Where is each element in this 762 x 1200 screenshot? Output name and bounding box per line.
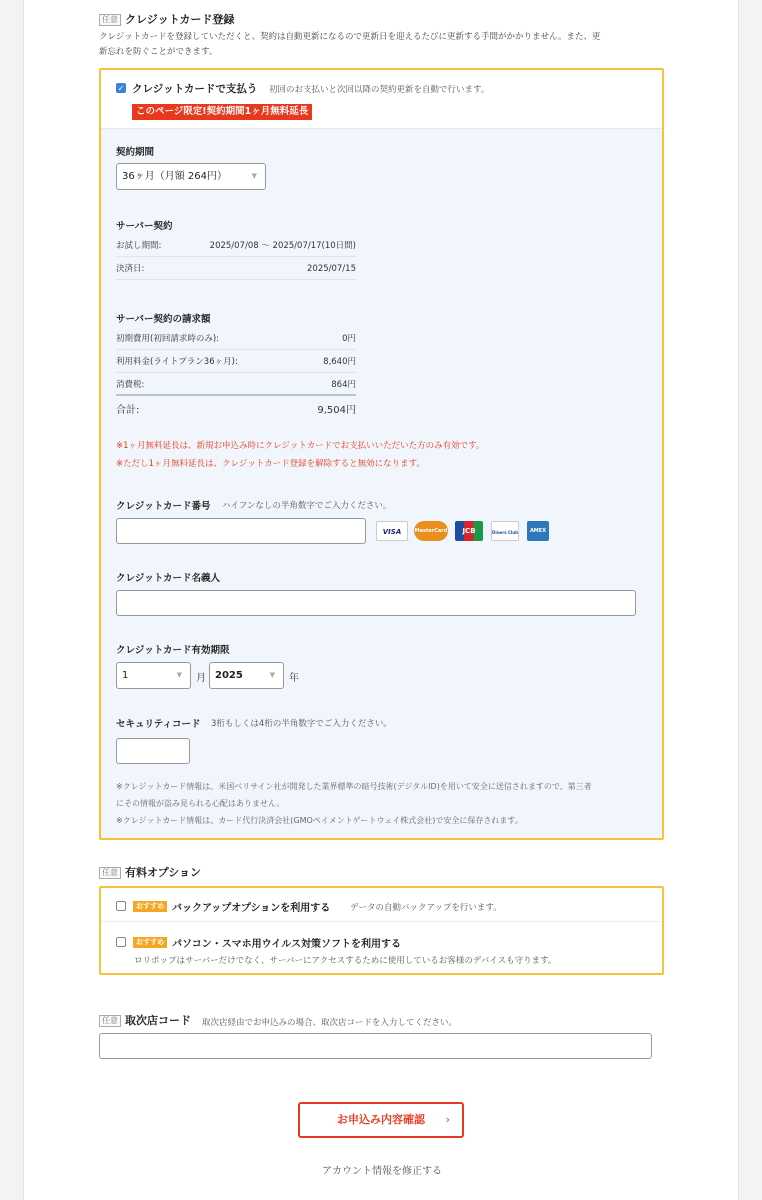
security-code-label: セキュリティコード (116, 719, 201, 730)
row-label: 消費税: (116, 380, 145, 390)
optional-tag: 任意 (99, 867, 121, 879)
agent-code-title: 取次店コード (125, 1014, 191, 1027)
recommend-badge: おすすめ (133, 937, 167, 948)
backup-label[interactable]: バックアップオプションを利用する (172, 903, 331, 914)
card-number-label: クレジットカード番号 (116, 501, 211, 512)
total-value: 9,504円 (317, 405, 356, 416)
mastercard-logo: MasterCard (414, 521, 448, 541)
warning-text: ※ただし1ヶ月無料延長は、クレジットカード登録を解除すると無効になります。 (116, 459, 425, 469)
page-container (23, 0, 739, 1200)
antivirus-note: ロリポップはサーバーだけでなく、サーバーにアクセスするために使用しているお客様のデバイスも守ります。 (134, 956, 557, 966)
row-value: 0円 (342, 334, 356, 344)
edit-account-link[interactable]: アカウント情報を修正する (322, 1166, 442, 1177)
amex-logo: AMEX (527, 521, 549, 541)
cc-description-line: 新忘れを防ぐことができます。 (99, 47, 218, 57)
antivirus-checkbox[interactable] (116, 937, 126, 947)
chevron-down-icon: ▼ (269, 671, 275, 679)
expiry-year-select[interactable] (209, 662, 284, 689)
contract-period-select[interactable] (116, 163, 266, 190)
antivirus-option-row[interactable] (101, 923, 662, 975)
security-info (116, 778, 656, 829)
agent-code-hint: 取次店経由でお申込みの場合、取次店コードを入力してください。 (202, 1018, 458, 1028)
row-value: 864円 (331, 380, 356, 390)
chevron-down-icon: ▼ (251, 172, 257, 180)
expiry-month-select[interactable] (116, 662, 191, 689)
cc-section-title: クレジットカード登録 (125, 13, 235, 26)
row-label: 決済日: (116, 264, 145, 274)
table-row (116, 328, 356, 350)
contract-period-label: 契約期間 (116, 147, 155, 158)
pay-by-card-label[interactable]: クレジットカードで支払う (132, 83, 258, 95)
visa-logo: VISA (376, 521, 408, 541)
expiry-year-value: 2025 (215, 670, 243, 681)
cc-box-body (101, 129, 662, 838)
billing-table (116, 328, 356, 428)
warning-text: ※1ヶ月無料延長は、新規お申込み時にクレジットカードでお支払いいただいた方のみ有効です。 (116, 441, 485, 451)
jcb-logo: JCB (455, 521, 483, 541)
antivirus-label[interactable]: パソコン・スマホ用ウイルス対策ソフトを利用する (172, 939, 401, 950)
billing-title: サーバー契約の請求額 (116, 314, 211, 325)
cc-description-line: クレジットカードを登録していただくと、契約は自動更新になるので更新日を迎えるたびに更新する手間がかかりません。また、更 (99, 32, 601, 42)
row-label: 初期費用(初回請求時のみ): (116, 334, 219, 344)
confirm-button[interactable] (298, 1102, 464, 1138)
card-holder-label: クレジットカード名義人 (116, 573, 220, 584)
row-label: お試し期間: (116, 241, 162, 251)
backup-option-row[interactable] (101, 888, 662, 922)
card-number-input[interactable] (116, 518, 366, 544)
card-holder-input[interactable] (116, 590, 636, 616)
pay-by-card-note: 初回のお支払いと次回以降の契約更新を自動で行います。 (269, 85, 490, 95)
security-info-line: ※クレジットカード情報は、カード代行決済会社(GMOペイメントゲートウェイ株式会社)で安全に保存されます。 (116, 816, 523, 825)
optional-tag: 任意 (99, 1015, 121, 1027)
confirm-button-label: お申込み内容確認 (337, 1113, 425, 1126)
agent-code-input[interactable] (99, 1033, 652, 1059)
row-value: 2025/07/08 〜 2025/07/17(10日間) (209, 241, 356, 251)
promo-badge: このページ限定!契約期間1ヶ月無料延長 (132, 104, 312, 120)
table-row (116, 351, 356, 373)
backup-checkbox[interactable] (116, 901, 126, 911)
optional-tag: 任意 (99, 14, 121, 26)
cc-description (99, 30, 699, 60)
table-row (116, 374, 356, 396)
contract-period-value: 36ヶ月（月額 264円） (122, 171, 227, 182)
recommend-badge: おすすめ (133, 901, 167, 912)
options-box (99, 886, 664, 975)
cc-box-header (101, 70, 662, 129)
backup-note: データの自動バックアップを行います。 (350, 903, 502, 913)
security-info-line: にその情報が盗み見られる心配はありません。 (116, 799, 285, 808)
card-number-hint: ハイフンなしの半角数字でご入力ください。 (222, 501, 392, 511)
server-contract-table (116, 235, 356, 285)
total-label: 合計: (116, 405, 140, 416)
expiry-label: クレジットカード有効期限 (116, 645, 230, 656)
total-row (116, 399, 356, 423)
table-row (116, 258, 356, 280)
options-section-title: 有料オプション (125, 866, 202, 879)
chevron-down-icon: ▼ (176, 671, 182, 679)
pay-by-card-checkbox[interactable]: ✓ (117, 84, 125, 93)
row-value: 2025/07/15 (307, 264, 356, 274)
security-code-hint: 3桁もしくは4桁の半角数字でご入力ください。 (211, 719, 392, 729)
chevron-right-icon: › (445, 1113, 450, 1126)
security-code-input[interactable] (116, 738, 190, 764)
table-row (116, 235, 356, 257)
row-value: 8,640円 (323, 357, 356, 367)
year-unit: 年 (289, 673, 299, 684)
cc-box (99, 68, 664, 840)
row-label: 利用料金(ライトプラン36ヶ月): (116, 357, 238, 367)
security-info-line: ※クレジットカード情報は、米国ベリサイン社が開発した業界標準の暗号技術(デジタルID)を用いて安全に送信されますので、第三者 (116, 782, 592, 791)
server-contract-title: サーバー契約 (116, 221, 173, 232)
diners-logo: Diners Club (491, 521, 519, 541)
month-unit: 月 (196, 673, 206, 684)
expiry-month-value: 1 (122, 670, 129, 681)
